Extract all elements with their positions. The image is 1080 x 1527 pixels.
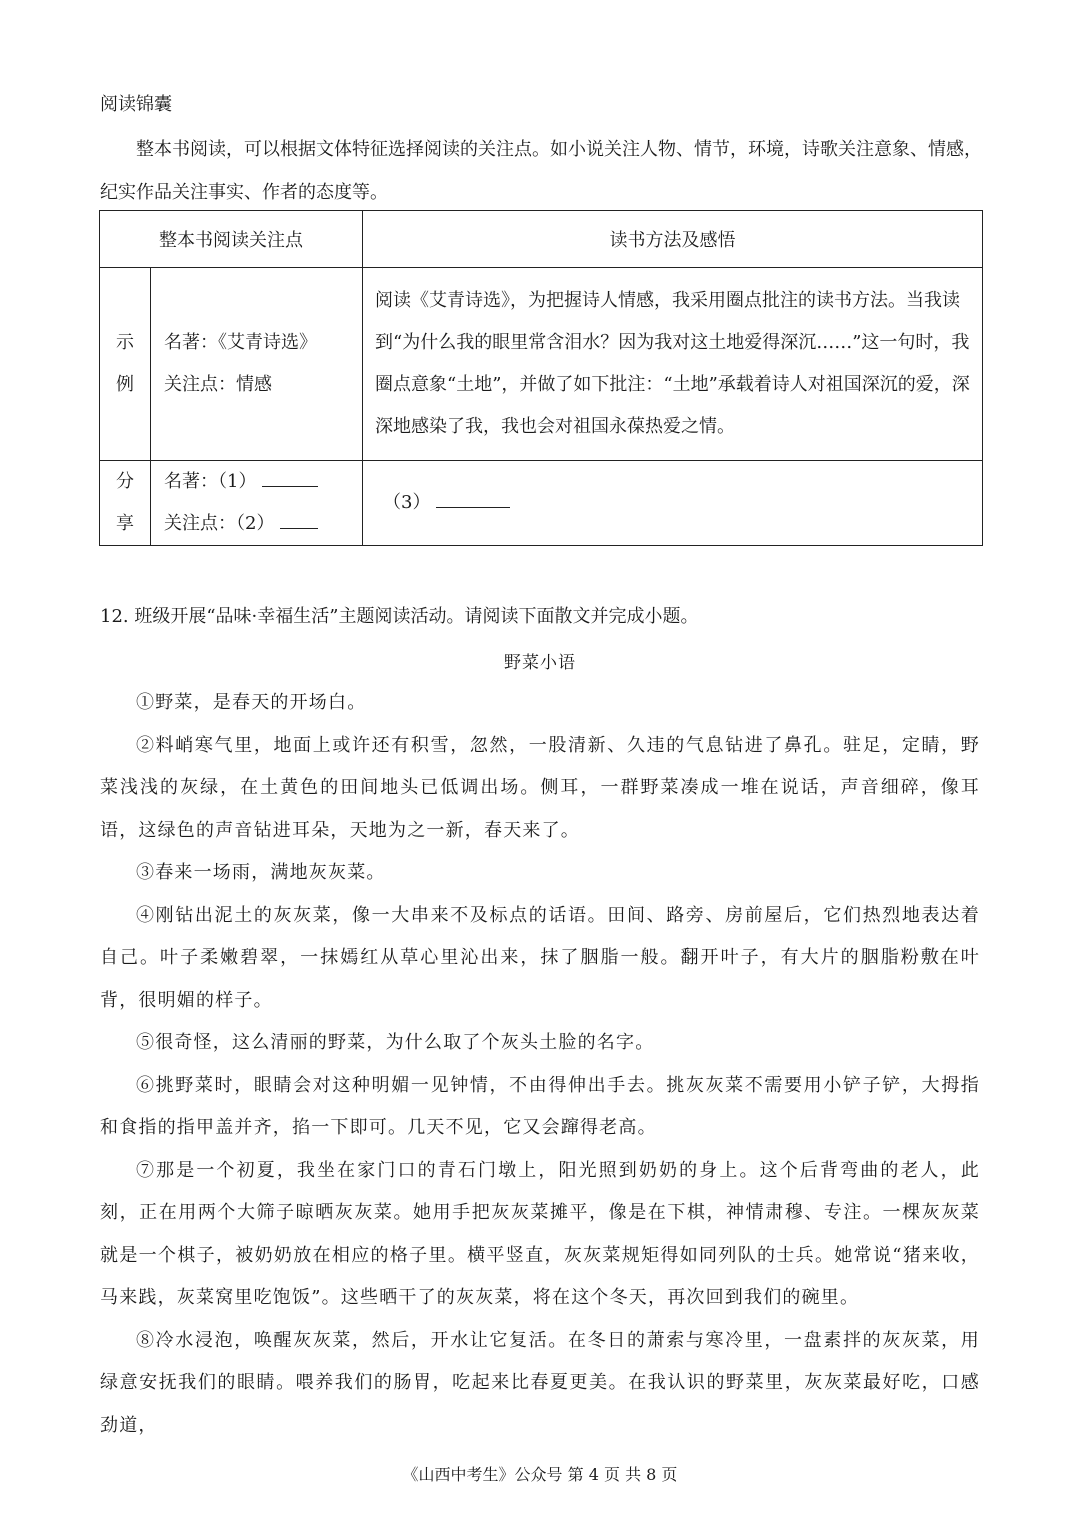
share-book-cell	[151, 461, 363, 546]
share-text-cell	[363, 461, 983, 546]
essay-paragraph: ②料峭寒气里，地面上或许还有积雪，忽然，一股清新、久违的气息钻进了鼻孔。驻足，定睛，野菜浅浅的灰绿，在土黄色的田间地头已低调出场。侧耳，一群野菜凑成一堆在说话，声音细碎，像耳语，这绿色的声音钻进耳朵，天地为之一新，春天来了。	[100, 734, 980, 841]
page-footer: 《山西中考生》公众号 第 4 页 共 8 页	[402, 1465, 678, 1484]
header-focus-point: 整本书阅读关注点	[100, 211, 363, 268]
table-header-row	[100, 211, 983, 268]
answer-blank-2[interactable]	[280, 510, 318, 529]
share-text-label: （3）	[383, 492, 431, 513]
answer-blank-3[interactable]	[436, 489, 510, 508]
essay-paragraph: ⑧冷水浸泡，唤醒灰灰菜，然后，开水让它复活。在冬日的萧索与寒冷里，一盘素拌的灰灰菜，用绿意安抚我们的眼睛。喂养我们的肠胃，吃起来比春夏更美。在我认识的野菜里，灰灰菜最好吃，口感劲道，	[100, 1329, 980, 1436]
essay-title: 野菜小语	[504, 653, 576, 673]
answer-blank-1[interactable]	[262, 468, 318, 487]
share-book-label: 名著：（1）	[164, 471, 257, 492]
essay-paragraph: ⑤很奇怪，这么清丽的野菜，为什么取了个灰头土脸的名字。	[136, 1032, 655, 1053]
essay-paragraph: ③春来一场雨，满地灰灰菜。	[136, 862, 386, 883]
reading-guide-table	[99, 210, 983, 546]
example-book-cell	[151, 268, 363, 461]
example-text: 阅读《艾青诗选》，为把握诗人情感，我采用圈点批注的读书方法。当我读到“为什么我的眼里常含泪水？因为我对这土地爱得深沉……”这一句时，我圈点意象“土地”，并做了如下批注：“土地”承载着诗人对祖国深沉的爱，深深地感染了我，我也会对祖国永葆热爱之情。	[363, 268, 983, 461]
share-focus-label: 关注点：（2）	[164, 513, 275, 534]
essay-paragraph: ⑦那是一个初夏，我坐在家门口的青石门墩上，阳光照到奶奶的身上。这个后背弯曲的老人，此刻，正在用两个大筛子晾晒灰灰菜。她用手把灰灰菜摊平，像是在下棋，神情肃穆、专注。一棵灰灰菜就是一个棋子，被奶奶放在相应的格子里。横平竖直，灰灰菜规矩得如同列队的士兵。她常说“猪来收，马来践，灰菜窝里吃饱饭”。这些晒干了的灰灰菜，将在这个冬天，再次回到我们的碗里。	[100, 1159, 980, 1308]
header-method: 读书方法及感悟	[363, 211, 983, 268]
share-label: 分 享	[100, 461, 151, 546]
question-12: 12. 班级开展“品味·幸福生活”主题阅读活动。请阅读下面散文并完成小题。	[100, 606, 699, 627]
example-focus: 关注点：情感	[164, 374, 272, 395]
section-heading: 阅读锦囊	[100, 94, 172, 115]
example-label: 示 例	[100, 268, 151, 461]
intro-paragraph: 整本书阅读，可以根据文体特征选择阅读的关注点。如小说关注人物、情节，环境，诗歌关注意象、情感，纪实作品关注事实、作者的态度等。	[100, 139, 982, 203]
example-row	[100, 268, 983, 461]
share-row	[100, 461, 983, 546]
essay-paragraph: ①野菜，是春天的开场白。	[136, 692, 367, 713]
essay-paragraph: ④刚钻出泥土的灰灰菜，像一大串来不及标点的话语。田间、路旁、房前屋后，它们热烈地表达着自己。叶子柔嫩碧翠，一抹嫣红从草心里沁出来，抹了胭脂一般。翻开叶子，有大片的胭脂粉敷在叶背，很明媚的样子。	[100, 904, 980, 1011]
essay-body	[100, 682, 980, 1447]
example-book: 名著：《艾青诗选》	[164, 332, 317, 353]
essay-paragraph: ⑥挑野菜时，眼睛会对这种明媚一见钟情，不由得伸出手去。挑灰灰菜不需要用小铲子铲，大拇指和食指的指甲盖并齐，掐一下即可。几天不见，它又会蹿得老高。	[100, 1074, 980, 1138]
